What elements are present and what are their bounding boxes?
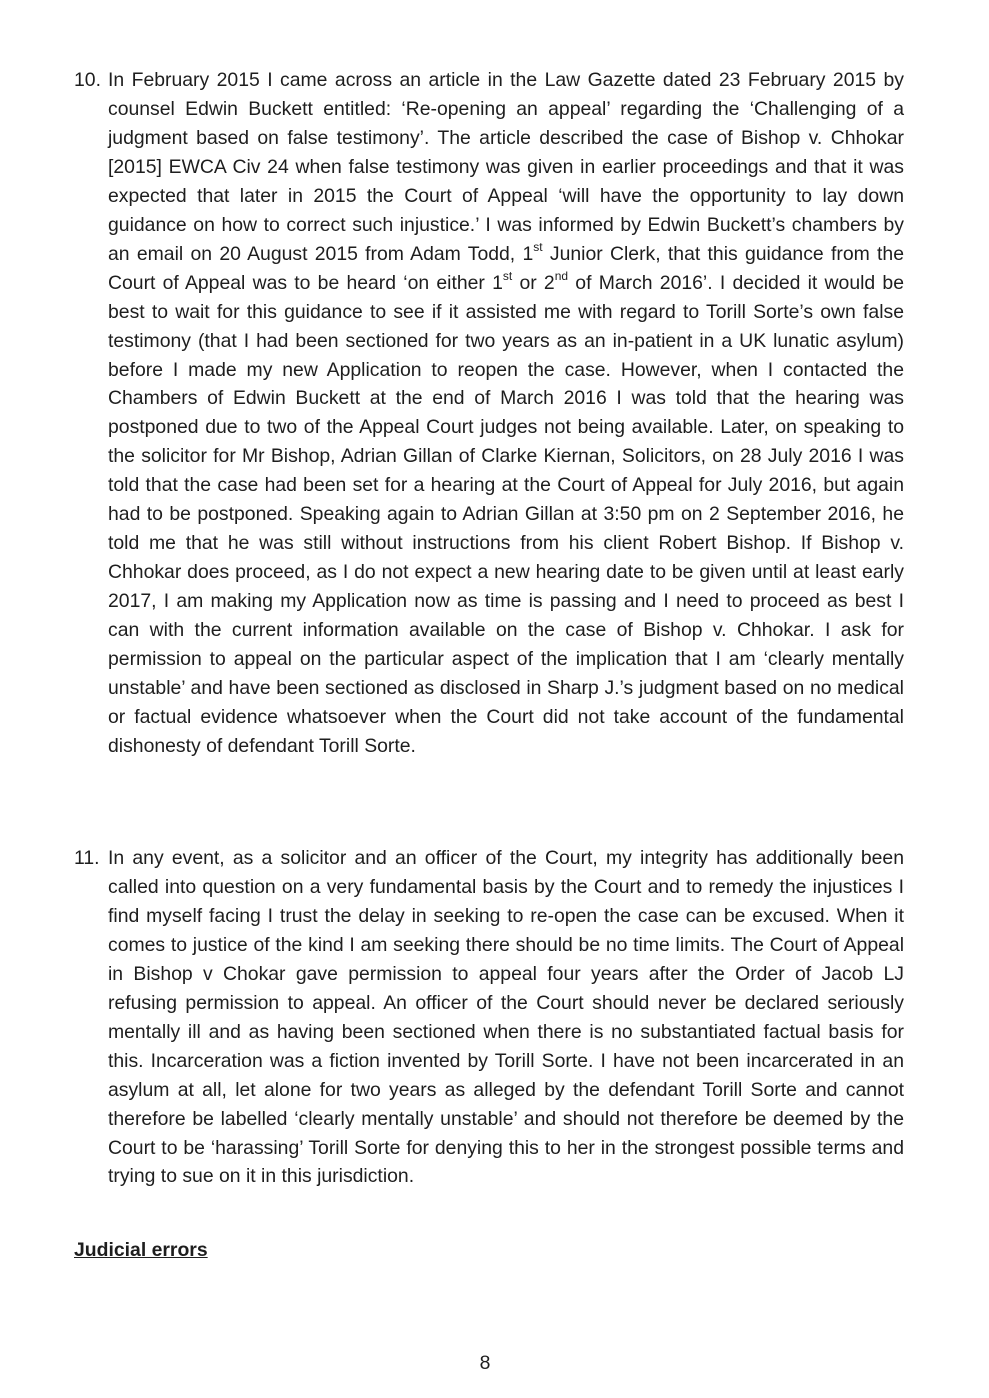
- page-number: 8: [479, 1352, 491, 1374]
- paragraph-text: [108, 66, 904, 761]
- paragraph-number: 11.: [74, 847, 100, 869]
- section-heading: Judicial errors: [74, 1239, 208, 1261]
- paragraph-number: 10.: [74, 69, 101, 91]
- paragraph-text-part: Junior Clerk, that this guidance from the Court of Appeal was to be heard ‘on either 1: [108, 242, 905, 294]
- paragraph-text-part: or 2: [512, 271, 555, 294]
- paragraph-11: [74, 844, 904, 1191]
- paragraph-text-part: In February 2015 I came across an article in the Law Gazette dated 23 February 2015 by counsel Edwin Buckett entitled: ‘Re-opening an appeal’ regarding the ‘Challenging of a judgment based on false testimony’. The article described the case of Bishop v. Chhokar [2015] EWCA Civ 24 when false testimony was given in earlier proceedings and that it was expected that later in 2015 the Court of Appeal ‘will have the opportunity to lay down guidance on how to correct such injustice.’ I was informed by Edwin Buckett’s chambers by an email on 20 August 2015 from Adam Todd, 1: [108, 69, 904, 265]
- ordinal-superscript: nd: [554, 269, 569, 284]
- paragraph-10: [74, 66, 904, 761]
- ordinal-superscript: st: [533, 240, 543, 255]
- ordinal-superscript: st: [502, 269, 513, 284]
- paragraph-text: In any event, as a solicitor and an officer of the Court, my integrity has additionally been called into question on a very fundamental basis by the Court and to remedy the injustices I find myself facing I trust the delay in seeking to re-open the case can be excused. When it comes to justice of the kind I am seeking there should be no time limits. The Court of Appeal in Bishop v Chokar gave permission to appeal four years after the Order of Jacob LJ refusing permission to appeal. An officer of the Court should never be declared seriously mentally ill and as having been sectioned when there is no substantiated factual basis for this. Incarceration was a fiction invented by Torill Sorte. I have not been incarcerated in an asylum at all, let alone for two years as alleged by the defendant Torill Sorte and cannot therefore be labelled ‘clearly mentally unstable’ and should not therefore be deemed by the Court to be ‘harassing’ Torill Sorte for denying this to her in the strongest possible terms and trying to sue on it in this jurisdiction.: [108, 847, 904, 1188]
- paragraph-text-part: of March 2016’. I decided it would be best to wait for this guidance to see if it assisted me with regard to Torill Sorte’s own false testimony (that I had been sectioned for two years as an in-patient in a UK lunatic asylum) before I made my new Application to reopen the case. However, when I contacted the Chambers of Edwin Buckett at the end of March 2016 I was told that the hearing was postponed due to two of the Appeal Court judges not being available. Later, on speaking to the solicitor for Mr Bishop, Adrian Gillan of Clarke Kiernan, Solicitors, on 28 July 2016 I was told that the case had been set for a hearing at the Court of Appeal for July 2016, but again had to be postponed. Speaking again to Adrian Gillan at 3:50 pm on 2 September 2016, he told me that he was still without instructions from his client Robert Bishop. If Bishop v. Chhokar does proceed, as I do not expect a new hearing date to be given until at least early 2017, I am making my Application now as time is passing and I need to proceed as best I can with the current information available on the case of Bishop v. Chhokar. I ask for permission to appeal on the particular aspect of the implication that I am ‘clearly mentally unstable’ and have been sectioned as disclosed in Sharp J.’s judgment based on no medical or factual evidence whatsoever when the Court did not take account of the fundamental dishonesty of defendant Torill Sorte.: [108, 271, 904, 757]
